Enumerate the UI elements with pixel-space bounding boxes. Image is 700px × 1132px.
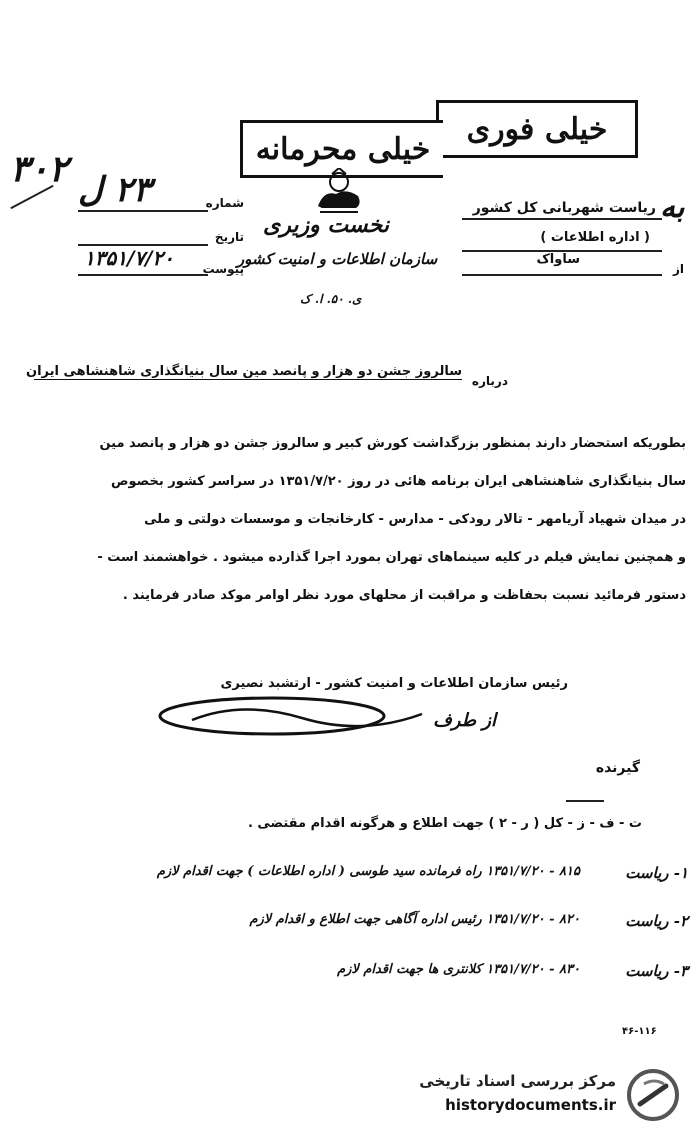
handwritten-notes [20, 860, 688, 1008]
organization-title: سازمان اطلاعات و امنیت کشور [236, 250, 438, 268]
very-urgent-stamp: خیلی فوری [436, 100, 638, 158]
recipients-line: ت - ف - ز - کل ( ر - ۲ ) جهت اطلاع و هرگونه اقدام مقتضی . [247, 816, 642, 831]
signature-line-2: از طرف [433, 710, 496, 731]
enclosure-value: ۱۳۵۱/۷/۲۰ [84, 246, 174, 270]
note-text: ۸۱۵ - ۱۳۵۱/۷/۲۰ راه فرمانده سید طوسی ( اداره اطلاعات ) جهت اقدام لازم [156, 864, 580, 879]
body-line-5: دستور فرمائید نسبت بحفاظت و مراقبت از محلهای مورد نظر اوامر موکد صادر فرمایند . [122, 588, 686, 603]
body-line-4: و همچنین نمایش فیلم در کلیه سینماهای تهران بمورد اجرا گذارده میشود . خواهشمند است - [97, 550, 686, 565]
lion-and-sun-emblem [312, 168, 366, 214]
recipients-title: گیرنده [595, 760, 640, 776]
from-value: ساواک [536, 252, 580, 267]
archive-logo-icon [626, 1068, 680, 1122]
note-label: ۱- ریاست [625, 864, 688, 882]
watermark [419, 1062, 686, 1124]
number-underline [78, 210, 208, 212]
office-code: ی. ۵۰. ا. ک [300, 292, 362, 306]
note-text: ۸۳۰ - ۱۳۵۱/۷/۲۰ کلانتری ها جهت اقدام لازم [337, 962, 580, 977]
number-label: شماره [205, 196, 244, 210]
number-value: ۲۳ ل [78, 170, 152, 210]
subject-label: درباره [471, 374, 508, 388]
recipients-divider [566, 800, 604, 802]
from-underline [462, 274, 662, 276]
enclosure-label: پیوست [202, 262, 244, 276]
to-value: ریاست شهربانی کل کشور [472, 200, 656, 216]
from-label: از [672, 262, 684, 276]
watermark-title: مرکز بررسی اسناد تاریخی [419, 1072, 616, 1090]
ministry-title: نخست وزیری [263, 212, 389, 238]
body-line-1: بطوریکه استحضار دارند بمنظور بزرگداشت کورش کبیر و سالروز جشن دو هزار و پانصد مین [99, 436, 686, 451]
page-code: ۴۶-۱۱۶ [622, 1026, 657, 1037]
date-label: تاریخ [214, 230, 244, 244]
note-text: ۸۲۰ - ۱۳۵۱/۷/۲۰ رئیس اداره آگاهی جهت اطلاع و اقدام لازم [249, 912, 580, 927]
note-row [20, 908, 688, 958]
watermark-url: historydocuments.ir [445, 1096, 616, 1114]
signature-line-1: رئیس سازمان اطلاعات و امنیت کشور - ارتشبد نصیری [220, 676, 568, 691]
note-label: ۳- ریاست [625, 962, 688, 980]
note-row [20, 958, 688, 1008]
top-secret-stamp: خیلی محرمانه [240, 120, 443, 178]
body-line-2: سال بنیانگذاری شاهنشاهی ایران برنامه هائی در روز ۱۳۵۱/۷/۲۰ در سراسر کشور بخصوص [111, 474, 686, 489]
subject-text: سالروز جشن دو هزار و پانصد مین سال بنیانگذاری شاهنشاهی ایران [25, 364, 462, 379]
to-department: ( اداره اطلاعات ) [540, 230, 650, 245]
body-line-3: در میدان شهیاد آریامهر - تالار رودکی - مدارس - کارخانجات و موسسات دولتی و ملی [144, 512, 686, 527]
enclosure-underline [78, 274, 208, 276]
to-underline [462, 218, 662, 220]
signature-scribble [152, 690, 442, 742]
to-label: به [660, 190, 685, 225]
note-row [20, 860, 688, 908]
letter-body [16, 436, 686, 626]
handwritten-file-number: ۳۰۲ [10, 148, 69, 190]
note-label: ۲- ریاست [625, 912, 688, 930]
